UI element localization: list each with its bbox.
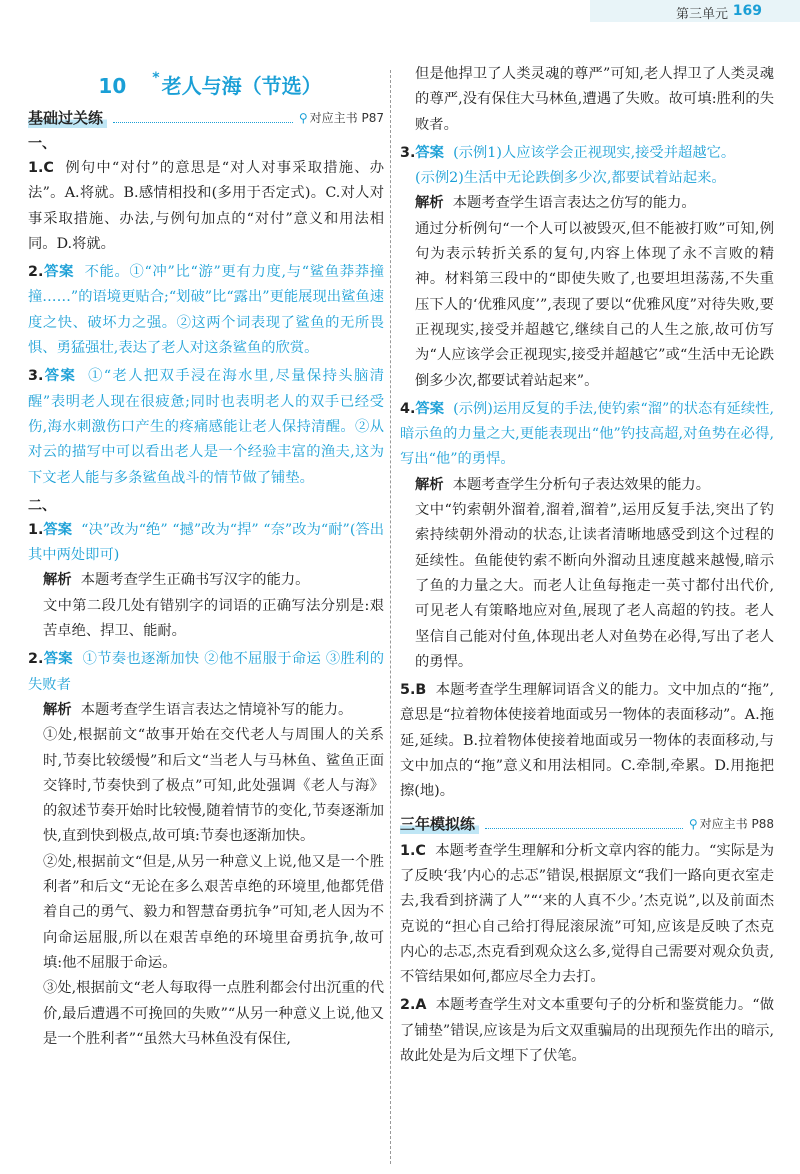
answer-label: 答案 (43, 651, 73, 668)
answer-3 (28, 364, 384, 490)
analysis-label: 解析 (415, 476, 444, 493)
dotted-rule (485, 818, 683, 829)
q-number: 3. (28, 368, 44, 385)
answer-text-2: (示例2)生活中无论跌倒多少次,都要试着站起来。 (415, 170, 726, 187)
analysis-point-1: ①处,根据前文“故事开始在交代老人与周围人的关系时,节奏比较缓慢”和后文“当老人与马林鱼、鲨鱼正面交锋时,节奏快到了极点”可知,此处强调《老人与海》的叙述节奏开始时比较慢,随着情节的变化,节奏逐渐加快,直到快到极点,故可填:节奏也逐渐加快。 (43, 727, 384, 845)
answer-text: “决”改为“绝” “撼”改为“捍” “奈”改为“耐”(答出其中两处即可) (28, 521, 385, 564)
answer-1 (28, 156, 384, 257)
analysis (400, 473, 774, 498)
q-number: 2. (28, 264, 44, 281)
section-model (400, 811, 774, 837)
answer-text: 本题考查学生对文本重要句子的分析和鉴赏能力。“做了铺垫”错误,应该是为后文双重骗局的出现预先作出的暗示,故此处是为后文埋下了伏笔。 (400, 997, 774, 1064)
answer-text: 本题考查学生理解和分析文章内容的能力。“实际是为了反映‘我’内心的忐忑”错误,根据原文“我们一路向更衣室走去,我看到挤满了人”“‘来的人真不少。’杰克说”,以及前面杰克说的“担心自己给打得屁滚尿流”可知,应该是反映了杰克内心的忐忑,杰克看到观众这么多,觉得自己需要对观众负责,不管结果如何,都应尽全力去打。 (400, 842, 774, 986)
q-number: 1. (28, 521, 44, 538)
q-number: 3. (400, 144, 416, 161)
analysis (28, 568, 384, 593)
q-number: 1.C (28, 160, 54, 176)
answer-text: ①节奏也逐渐加快 ②他不屈服于命运 ③胜利的失败者 (28, 651, 385, 693)
analysis-label: 解析 (415, 195, 444, 212)
analysis-text: 本题考查学生语言表达之仿写的能力。 (452, 195, 696, 212)
q-number: 4. (400, 400, 416, 417)
analysis-extra: 通过分析例句“一个人可以被毁灭,但不能被打败”可知,例句为表示转折关系的复句,内容上体现了永不言败的精神。材料第三段中的“即使失败了,也要坦坦荡荡,不失重压下人的‘优雅风度’”,表现了要以“优雅风度”对待失败,要正视现实,接受并超越它,继续自己的人生之旅,故可仿写为“人应该学会正视现实,接受并超越它”或“生活中无论跌倒多少次,都要试着站起来”。 (415, 220, 774, 389)
answer-text: (示例1)人应该学会正视现实,接受并超越它。 (453, 144, 736, 161)
answer-text: ①“老人把双手浸在海水里,尽量保持头脑清醒”表明老人现在很疲惫;同时也表明老人的双手已经受伤,海水刺激伤口产生的疼痛感能让老人保持清醒。②从对云的描写中可以看出老人是一个经验丰富的渔夫,这为下文老人能与多条鲨鱼战斗的情节做了铺垫。 (28, 368, 384, 486)
answer-text: 本题考查学生理解词语含义的能力。文中加点的“拖”,意思是“拉着物体使接着地面或另一物体的表面移动”。A.拖延,延续。B.拉着物体使接着地面或另一物体的表面移动,与文中加点的“拖”意义和用法相同。C.牵制,牵累。D.用拖把擦(地)。 (400, 682, 774, 800)
continued-text: 但是他捍卫了人类灵魂的尊严”可知,老人捍卫了人类灵魂的尊严,没有保住大马林鱼,遭遇了失败。故可填:胜利的失败者。 (415, 66, 774, 133)
q-number: 2. (28, 651, 44, 668)
answer-p2-1 (28, 518, 384, 569)
answer-r4 (400, 397, 774, 473)
analysis-point-2: ②处,根据前文“但是,从另一种意义上说,他又是一个胜利者”和后文“无论在多么艰苦卓绝的环境里,他都凭借着自己的勇气、毅力和智慧奋勇抗争”可知,老人因为不向命运屈服,所以在艰苦卓绝的环境里奋勇抗争,故可填:他不屈服于命运。 (43, 853, 384, 971)
answer-m1 (400, 839, 774, 991)
book-ref (299, 109, 384, 126)
answer-r3 (400, 141, 774, 166)
star-mark: * (152, 70, 160, 86)
dotted-rule (113, 112, 293, 123)
column-divider (390, 70, 391, 1164)
analysis-point-3: ③处,根据前文“老人每取得一点胜利都会付出沉重的代价,最后遭遇不可挽回的失败”“从另一种意义上说,他又是一个胜利者”“虽然大马林鱼没有保住, (43, 980, 384, 1047)
q-number: 2.A (400, 997, 427, 1014)
section-title: 基础过关练 (28, 107, 107, 128)
book-ref-text: 对应主书 P87 (309, 110, 384, 125)
analysis-text: 本题考查学生分析句子表达效果的能力。 (452, 476, 711, 493)
answer-text: 不能。①“冲”比“游”更有力度,与“鲨鱼莽莽撞撞……”的语境更贴合;“划破”比“露出”更能展现出鲨鱼速度之快、破坏力之强。②这两个词表现了鲨鱼的无所畏惧、勇猛强壮,表达了老人对这条鲨鱼的欣赏。 (28, 264, 385, 357)
answer-label: 答案 (43, 264, 75, 281)
answer-p2-2 (28, 647, 384, 698)
analysis-label: 解析 (43, 701, 72, 718)
q-number: 5.B (400, 682, 427, 699)
part-heading: 二、 (28, 497, 56, 514)
chapter-number: 10 (98, 74, 127, 98)
analysis-label: 解析 (43, 572, 72, 589)
book-ref-text: 对应主书 P88 (699, 817, 774, 832)
right-column (400, 62, 774, 1069)
magnifier-icon: ⚲ (688, 817, 698, 832)
magnifier-icon: ⚲ (298, 110, 308, 125)
answer-text: (示例)运用反复的手法,使钓索“溜”的状态有延续性,暗示鱼的力量之大,更能表现出“他”钓技高超,对鱼势在必得,写出“他”的勇悍。 (400, 400, 774, 468)
chapter-name: 老人与海（节选） (161, 74, 322, 98)
answer-label: 答案 (415, 400, 444, 417)
page-number: 169 (732, 3, 762, 19)
answer-r5 (400, 678, 774, 804)
analysis-extra: 文中“钓索朝外溜着,溜着,溜着”,运用反复手法,突出了钓索持续朝外滑动的状态,让读者清晰地感受到这个过程的延续性。鱼能使钓索不断向外溜动且速度越来越慢,暗示了鱼的力量之大。而老人让鱼每拖走一英寸都付出代价,可见老人有策略地应对鱼,展现了老人高超的钓技。老人坚信自己能对付鱼,体现出老人对鱼势在必得,写出了老人的勇悍。 (415, 502, 774, 670)
analysis-extra: 文中第二段几处有错别字的词语的正确写法分别是:艰苦卓绝、捍卫、能耐。 (43, 597, 384, 640)
analysis (400, 191, 774, 216)
answer-2 (28, 260, 384, 361)
section-title: 三年模拟练 (400, 813, 479, 834)
answer-label: 答案 (415, 144, 444, 161)
answer-label: 答案 (43, 368, 77, 385)
analysis-text: 本题考查学生语言表达之情境补写的能力。 (80, 701, 353, 718)
answer-m2 (400, 993, 774, 1069)
answer-text: 例句中“对付”的意思是“对人对事采取措施、办法”。A.将就。B.感情相投和(多用于否定式)。C.对人对事采取措施、办法,与例句加点的“对付”意义和用法相同。D.将就。 (28, 160, 384, 252)
section-basic (28, 104, 384, 130)
q-number: 1.C (400, 842, 426, 859)
analysis (28, 698, 384, 723)
analysis-text: 本题考查学生正确书写汉字的能力。 (80, 572, 310, 589)
book-ref (689, 815, 774, 832)
unit-label: 第三单元 (675, 7, 728, 22)
answer-label: 答案 (43, 521, 73, 538)
part-heading: 一、 (28, 136, 56, 152)
left-column (28, 78, 384, 1052)
